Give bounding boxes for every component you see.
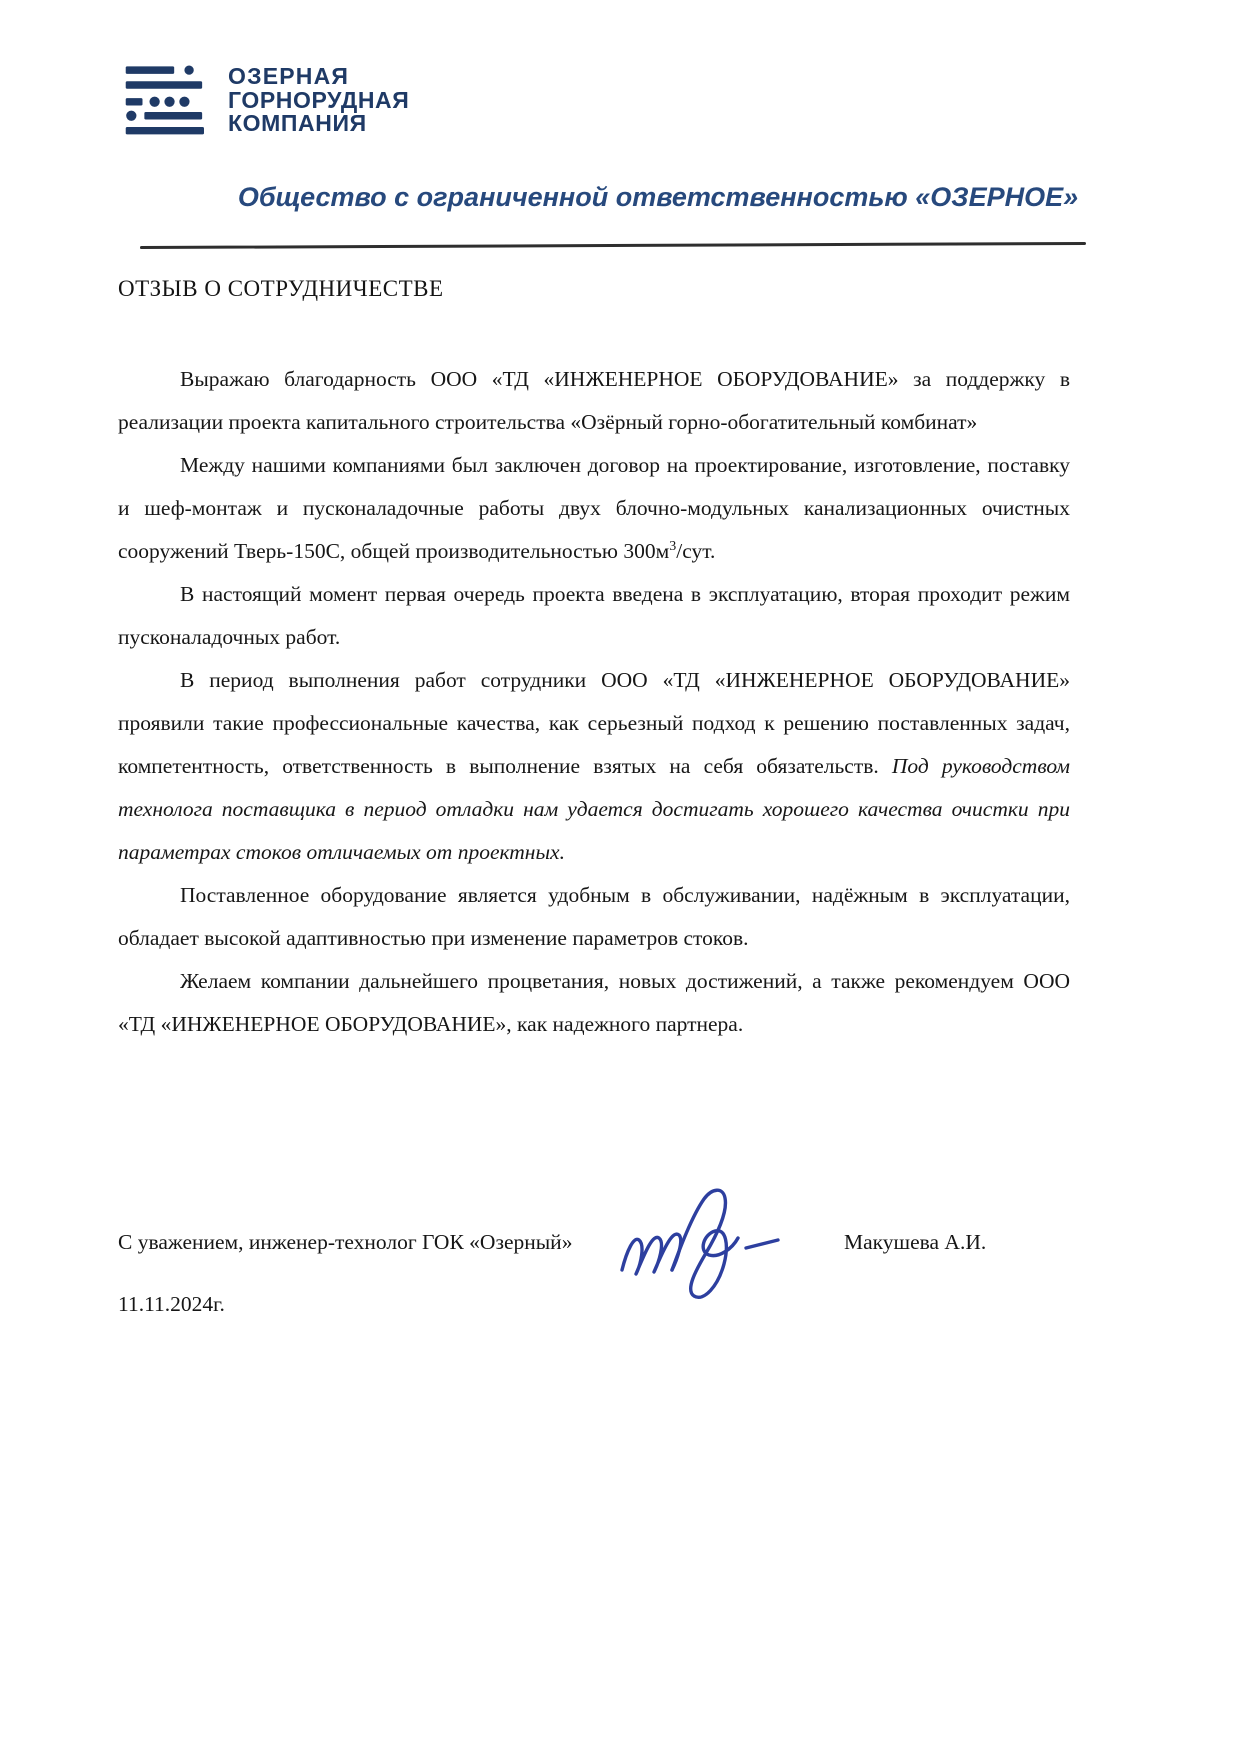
paragraph-contract-text: Между нашими компаниями был заключен договор на проектирование, изготовление, поставку и шеф-монтаж и пусконаладочные работы двух блочно-модульных канализационных очистных сооружений Тверь-150С, общей производительностью 300м	[118, 453, 1070, 563]
company-logo	[122, 63, 409, 136]
header-divider	[140, 242, 1086, 249]
paragraph-contract	[118, 444, 1070, 573]
closing-line: С уважением, инженер-технолог ГОК «Озерный»	[118, 1230, 573, 1254]
company-logo-mark-icon	[122, 63, 204, 135]
company-name-line1: ОЗЕРНАЯ	[228, 63, 350, 89]
document-date: 11.11.2024г.	[118, 1292, 225, 1316]
handwritten-signature	[616, 1186, 806, 1304]
superscript-cubic: 3	[669, 538, 677, 554]
signer-name: Макушева А.И.	[844, 1230, 987, 1254]
paragraph-qualities-normal: В период выполнения работ сотрудники ООО «ТД «ИНЖЕНЕРНОЕ ОБОРУДОВАНИЕ» проявили такие профессиональные качества, как серьезный подход к решению поставленных задач, компетентность, ответственность в выполнение взятых на себя обязательств.	[118, 668, 1070, 778]
signature-block	[118, 1186, 1070, 1326]
paragraph-contract-unit: /сут.	[676, 539, 716, 563]
paragraph-equipment: Поставленное оборудование является удобным в обслуживании, надёжным в эксплуатации, обладает высокой адаптивностью при изменение параметров стоков.	[118, 883, 1070, 950]
paragraph-gratitude: Выражаю благодарность ООО «ТД «ИНЖЕНЕРНОЕ ОБОРУДОВАНИЕ» за поддержку в реализации проекта капитального строительства «Озёрный горно-обогатительный комбинат»	[118, 367, 1070, 434]
company-name-line3: КОМПАНИЯ	[228, 110, 367, 136]
paragraph-qualities	[118, 659, 1070, 874]
paragraph-status: В настоящий момент первая очередь проекта введена в эксплуатацию, вторая проходит режим пусконаладочных работ.	[118, 582, 1070, 649]
paragraph-qualities-italic: Под руководством технолога поставщика в период отладки нам удается достигать хорошего качества очистки при параметрах стоков отличаемых от проектных.	[118, 754, 1071, 864]
document-heading: ОТЗЫВ О СОТРУДНИЧЕСТВЕ	[118, 276, 444, 301]
paragraph-recommendation: Желаем компании дальнейшего процветания, новых достижений, а также рекомендуем ООО «ТД «ИНЖЕНЕРНОЕ ОБОРУДОВАНИЕ», как надежного партнера.	[118, 969, 1070, 1036]
company-name-line2: ГОРНОРУДНАЯ	[228, 86, 410, 113]
letter-body	[118, 358, 1070, 1046]
organization-title: Общество с ограниченной ответственностью «ОЗЕРНОЕ»	[237, 182, 1079, 212]
company-name	[228, 63, 409, 136]
